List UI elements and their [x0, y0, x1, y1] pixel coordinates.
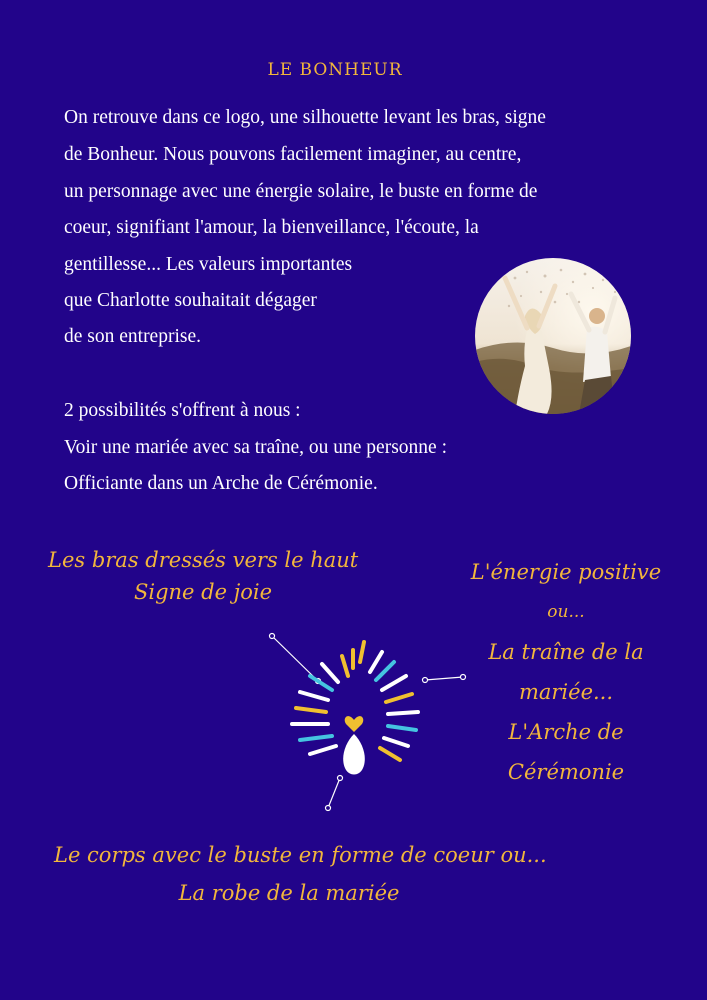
- joyful-silhouette-logo: [270, 620, 470, 820]
- paragraph-line: de son entreprise.: [64, 326, 201, 347]
- page-title: LE BONHEUR: [267, 60, 403, 80]
- paragraph-line: On retrouve dans ce logo, une silhouette levant les bras, signe: [64, 107, 546, 128]
- paragraph-line: gentillesse... Les valeurs importantes: [64, 254, 353, 275]
- annotation-line: ou...: [547, 602, 585, 622]
- paragraph-line: coeur, signifiant l'amour, la bienveillance, l'écoute, la: [64, 217, 479, 238]
- paragraph-line: de Bonheur. Nous pouvons facilement imaginer, au centre,: [64, 144, 522, 165]
- annotation-line: Cérémonie: [507, 760, 625, 784]
- annotation-line: La traîne de la: [488, 640, 644, 664]
- paragraph-line: que Charlotte souhaitait dégager: [64, 290, 317, 311]
- paragraph-line: Voir une mariée avec sa traîne, ou une personne :: [64, 437, 447, 458]
- annotation-line: L'énergie positive: [470, 560, 662, 584]
- paragraph-line: 2 possibilités s'offrent à nous :: [64, 400, 301, 421]
- paragraph-line: un personnage avec une énergie solaire, le buste en forme de: [64, 181, 538, 202]
- annotation-line: Les bras dressés vers le haut: [48, 548, 359, 572]
- annotation-line: L'Arche de: [508, 720, 624, 744]
- annotation-line: mariée...: [518, 680, 614, 704]
- annotation-line: La robe de la mariée: [178, 881, 400, 905]
- annotation-line: Signe de joie: [133, 580, 273, 604]
- paragraph-line: Officiante dans un Arche de Cérémonie.: [64, 473, 378, 494]
- annotation-line: Le corps avec le buste en forme de coeur ou...: [54, 843, 547, 867]
